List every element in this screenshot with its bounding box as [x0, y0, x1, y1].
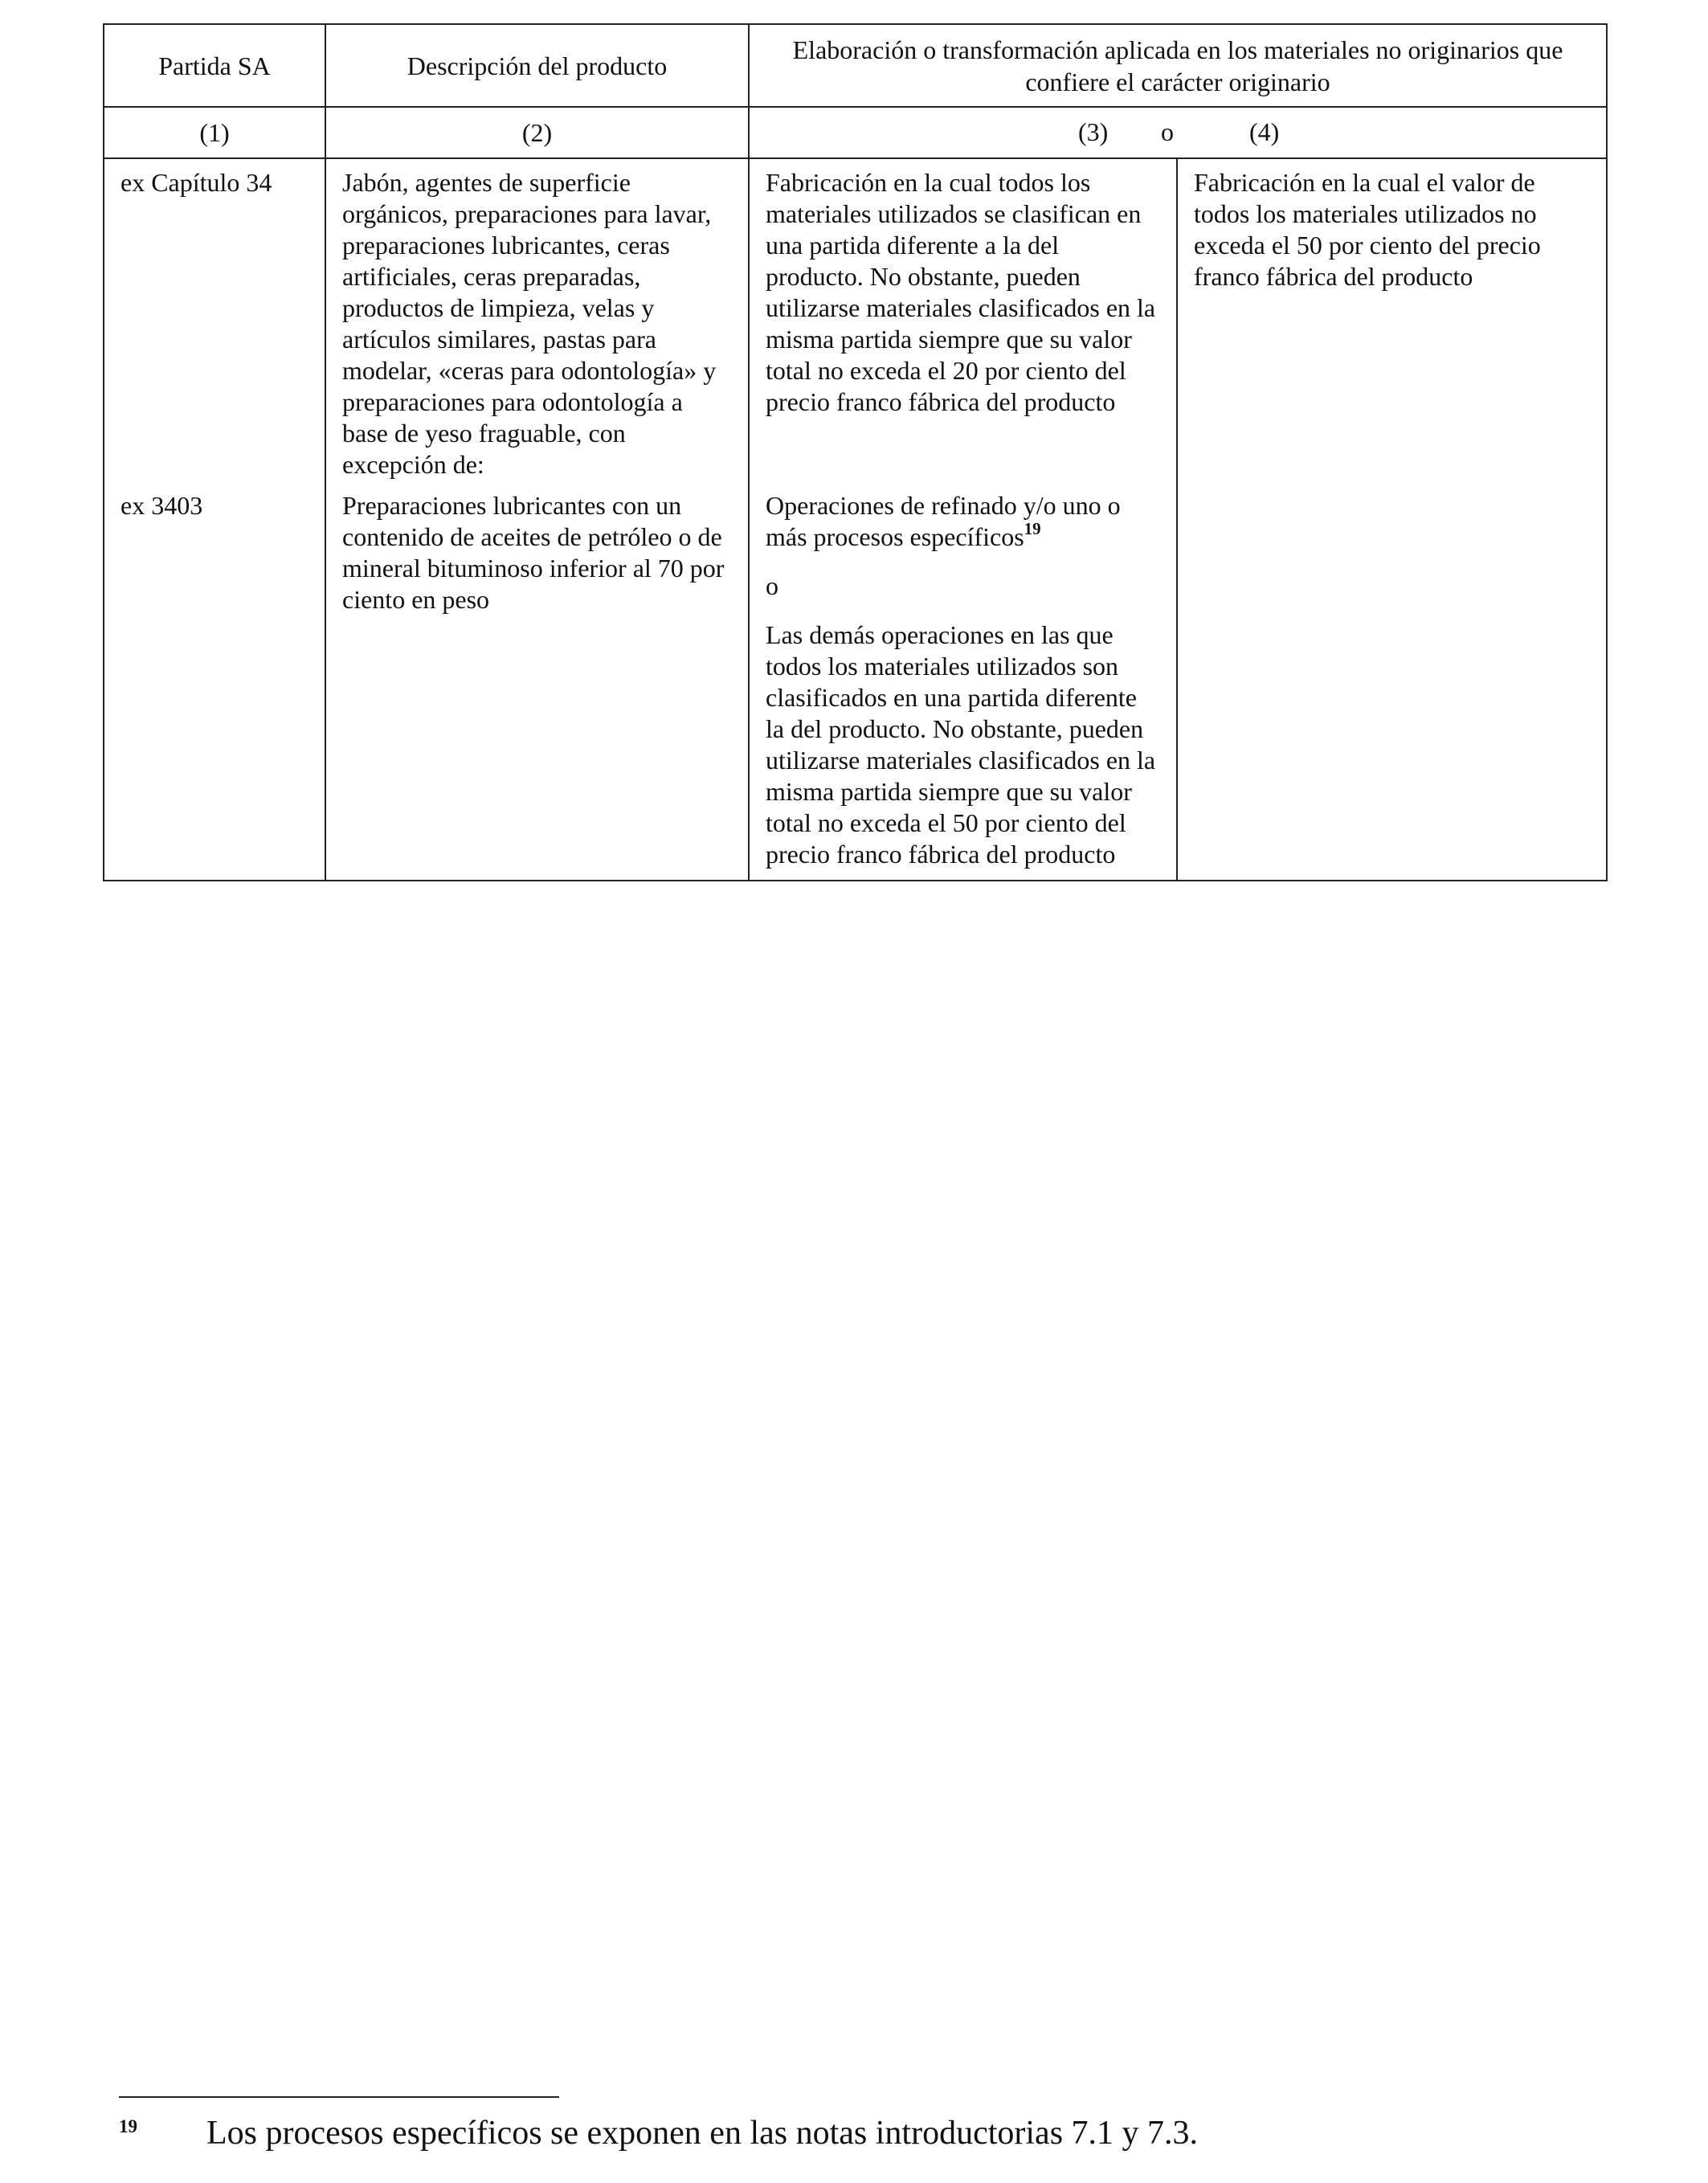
col-number-4: (4) [1249, 117, 1280, 146]
header-elaboracion-transformacion: Elaboración o transformación aplicada en los materiales no originarios que confiere el carácter originario [749, 24, 1607, 107]
row-2-col4-rule [1177, 480, 1607, 881]
col-number-3-4-cell [749, 107, 1607, 158]
row-1-col4-rule: Fabricación en la cual el valor de todos los materiales utilizados no exceda el 50 por ciento del precio franco fábrica del producto [1177, 158, 1607, 480]
row-1-descripcion: Jabón, agentes de superficie orgánicos, preparaciones para lavar, preparaciones lubricantes, ceras artificiales, ceras preparadas, productos de limpieza, velas y artículos similares, pastas para modelar, «ceras para odontología» y preparaciones para odontología a base de yeso fraguable, con excepción de: [325, 158, 749, 480]
table-header-row [104, 24, 1607, 107]
col-number-3: (3) [1078, 117, 1109, 146]
origin-rules-table [103, 23, 1608, 881]
row-2-col3-or: o [766, 571, 778, 600]
footnote-mark: 19 [119, 2116, 137, 2136]
col-number-or: o [1161, 117, 1174, 146]
table-row [104, 480, 1607, 881]
header-partida-sa: Partida SA [104, 24, 325, 107]
row-2-col3-option-2: Las demás operaciones en las que todos los materiales utilizados son clasificados en una partida diferente la del producto. No obstante, pueden utilizarse materiales clasificados en la misma partida siempre que su valor total no exceda el 50 por ciento del precio franco fábrica del producto [766, 620, 1156, 869]
footnote-text: Los procesos específicos se exponen en las notas introductorias 7.1 y 7.3. [206, 2115, 1199, 2152]
row-1-partida: ex Capítulo 34 [104, 158, 325, 480]
column-number-row [104, 107, 1607, 158]
row-2-col3-option-1: Operaciones de refinado y/o uno o más procesos específicos$^{19}$ [766, 491, 1121, 551]
row-2-descripcion: Preparaciones lubricantes con un contenido de aceites de petróleo o de mineral bituminoso inferior al 70 por ciento en peso [325, 480, 749, 881]
row-2-partida: ex 3403 [104, 480, 325, 881]
footnote-separator [119, 2096, 559, 2098]
table-row [104, 158, 1607, 480]
header-descripcion-producto: Descripción del producto [325, 24, 749, 107]
footnote-reference: 19 [1024, 519, 1041, 538]
col-number-2: (2) [325, 107, 749, 158]
col-number-1: (1) [104, 107, 325, 158]
row-2-col3-rule [749, 480, 1177, 881]
row-1-col3-rule: Fabricación en la cual todos los materiales utilizados se clasifican en una partida diferente a la del producto. No obstante, pueden utilizarse materiales clasificados en la misma partida siempre que su valor total no exceda el 20 por ciento del precio franco fábrica del producto [749, 158, 1177, 480]
